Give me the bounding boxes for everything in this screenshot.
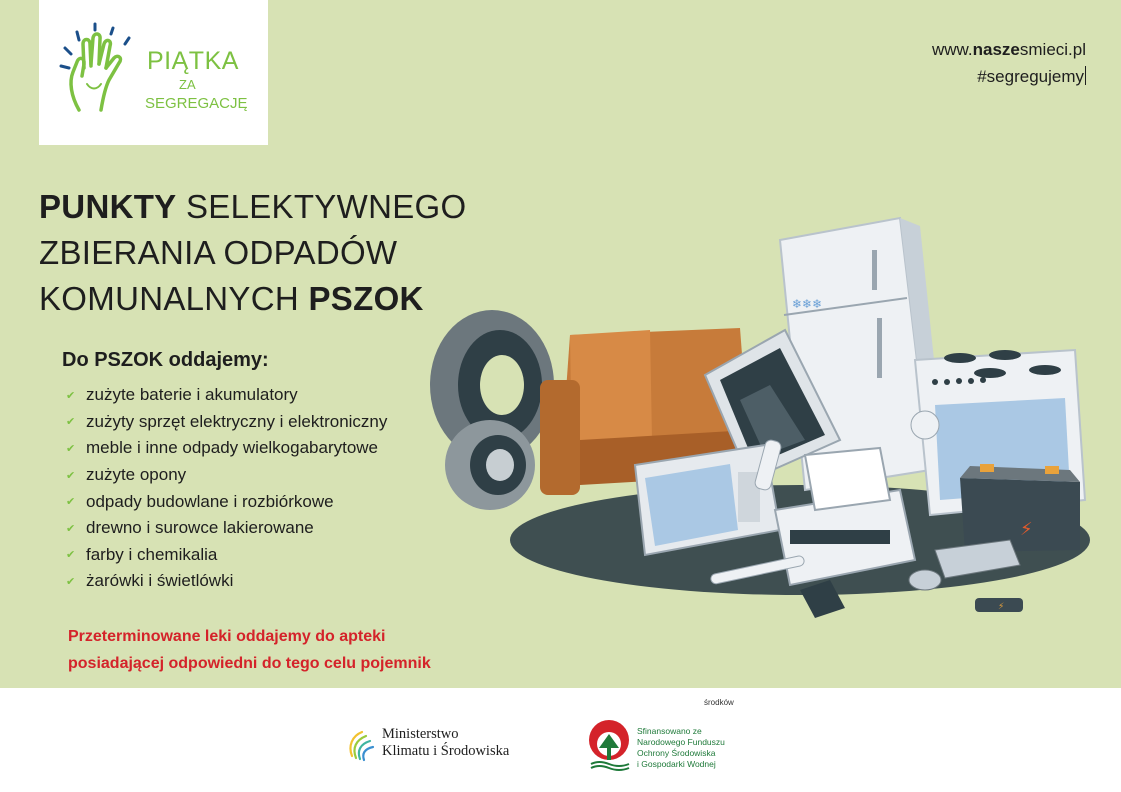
- website-url[interactable]: www.naszesmieci.pl: [932, 40, 1086, 59]
- logo-title: PIĄTKA: [147, 47, 239, 75]
- list-title: Do PSZOK oddajemy:: [62, 349, 269, 371]
- logo-subtitle-za: ZA: [179, 77, 196, 92]
- svg-text:⚡: ⚡: [1020, 519, 1033, 540]
- check-icon: ✔: [66, 522, 76, 535]
- ministry-logo-icon: [346, 726, 376, 762]
- list-item: ✔ zużyte baterie i akumulatory: [66, 385, 298, 405]
- hashtag: #segregujemy: [977, 67, 1084, 86]
- list-item: ✔ drewno i surowce lakierowane: [66, 518, 314, 538]
- tire-icon: [430, 310, 554, 510]
- check-icon: ✔: [66, 389, 76, 402]
- check-icon: ✔: [66, 496, 76, 509]
- list-item: ✔ farby i chemikalia: [66, 544, 218, 564]
- svg-text:❄❄❄: ❄❄❄: [792, 297, 823, 311]
- list-item: ✔ meble i inne odpady wielkogabarytowe: [66, 438, 379, 458]
- site-info: [932, 36, 1086, 90]
- list-item: ✔ żarówki i świetlówki: [66, 571, 234, 591]
- footer-note: środków: [704, 698, 734, 707]
- accepted-waste-list: [66, 382, 387, 595]
- logo: [39, 0, 268, 145]
- logo-subtitle-segregacje: SEGREGACJĘ: [145, 95, 248, 112]
- text-cursor: [1085, 66, 1086, 85]
- check-icon: ✔: [66, 442, 76, 455]
- nfosigw-logo-icon: [587, 718, 633, 772]
- waste-pile-illustration: [420, 210, 1100, 630]
- list-item: ✔ zużyte opony: [66, 465, 187, 485]
- page-title: PUNKTY SELEKTYWNEGO ZBIERANIA ODPADÓW KOMUNALNYCH PSZOK: [39, 188, 467, 317]
- list-item: ✔ odpady budowlane i rozbiórkowe: [66, 491, 334, 511]
- battery-icon: [960, 464, 1080, 552]
- medicine-warning: Przeterminowane leki oddajemy do apteki posiadającej odpowiedni do tego celu pojemnik: [68, 628, 431, 672]
- hand-icon: [57, 22, 149, 122]
- check-icon: ✔: [66, 575, 76, 588]
- small-battery-icon: [975, 598, 1023, 612]
- list-item: ✔ zużyty sprzęt elektryczny i elektroniczny: [66, 411, 388, 431]
- check-icon: ✔: [66, 549, 76, 562]
- mouse-icon: [909, 570, 941, 590]
- check-icon: ✔: [66, 416, 76, 429]
- ministry-name: Ministerstwo Klimatu i Środowiska: [382, 726, 510, 759]
- svg-text:⚡: ⚡: [998, 602, 1005, 612]
- fund-name: Sfinansowano ze Narodowego Funduszu Ochrony Środowiska i Gospodarki Wodnej: [637, 726, 725, 769]
- footer: [0, 688, 1121, 792]
- check-icon: ✔: [66, 469, 76, 482]
